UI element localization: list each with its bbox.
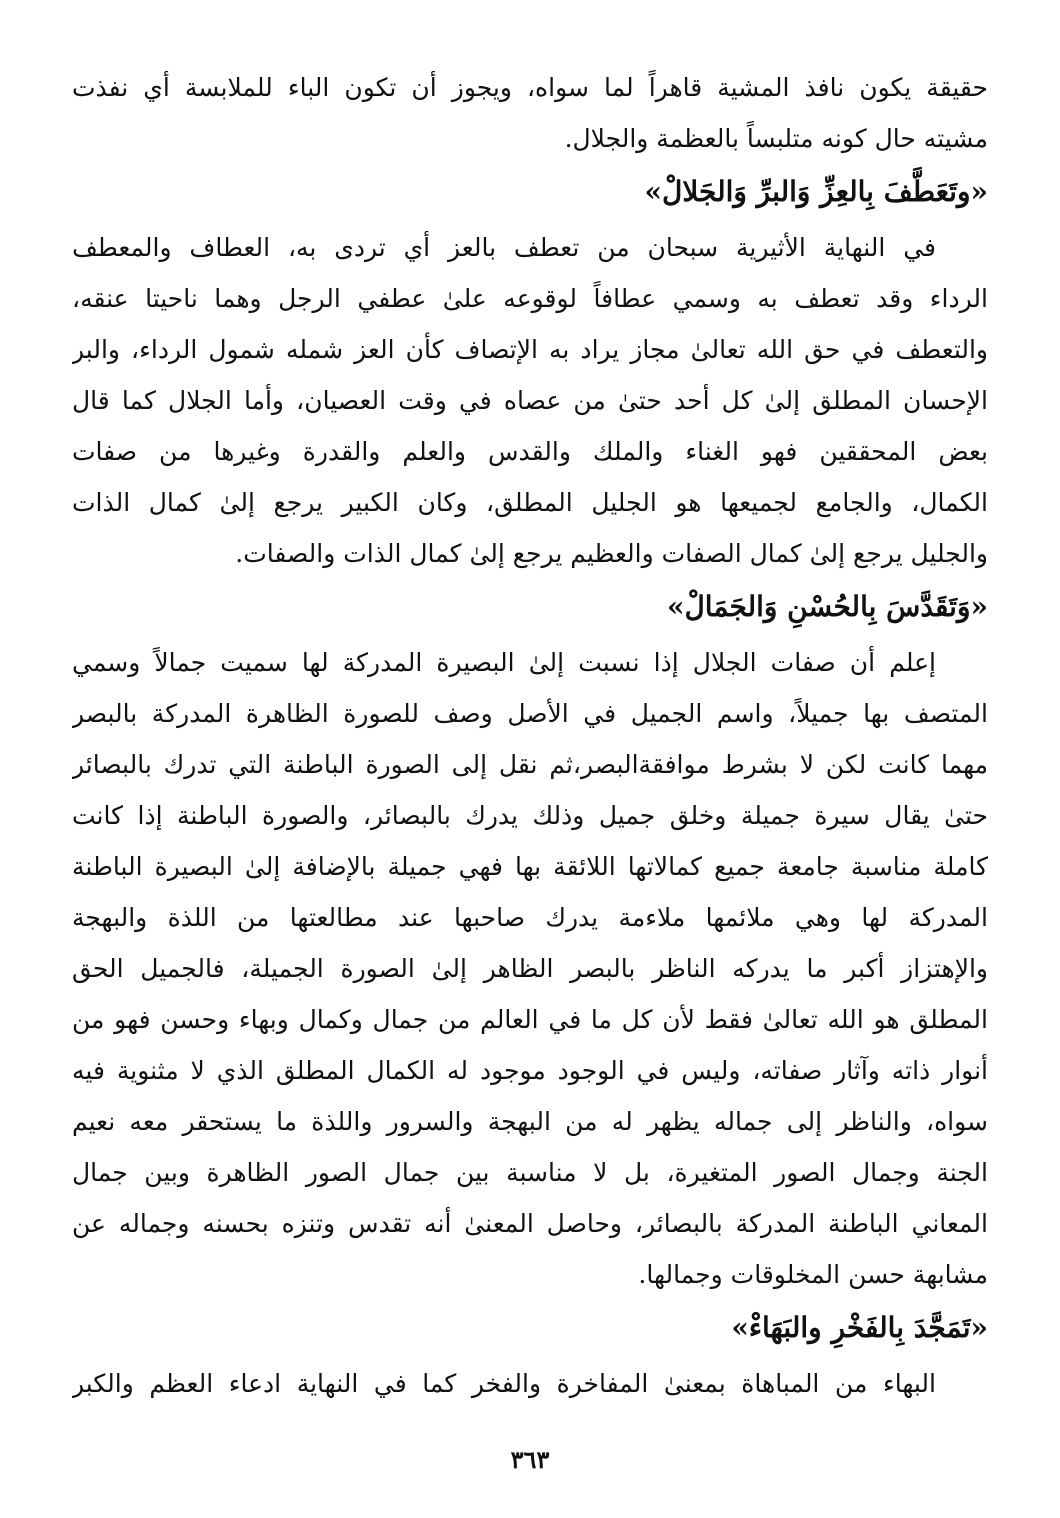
paragraph-3 — [72, 637, 988, 1300]
text-line: الإحسان المطلق إلىٰ كل أحد حتىٰ من عصاه في وقت العصيان، وأما الجلال كما قال — [72, 386, 988, 415]
text-line: الجنة وجمال الصور المتغيرة، بل لا مناسبة بين جمال الصور الظاهرة وبين جمال — [72, 1158, 988, 1187]
text-line: أنوار ذاته وآثار صفاته، وليس في الوجود موجود له الكمال المطلق الذي لا مثنوية فيه — [72, 1056, 988, 1085]
text-line: الرداء وقد تعطف به وسمي عطافاً لوقوعه علىٰ عطفي الرجل وهما ناحيتا عنقه، — [72, 284, 988, 313]
text-line: المعاني الباطنة المدركة بالبصائر، وحاصل المعنىٰ أنه تقدس وتنزه بحسنه وجماله عن — [72, 1209, 988, 1238]
text-line: كاملة مناسبة جامعة جميع كمالاتها اللائقة بها فهي جميلة بالإضافة إلىٰ البصيرة الباطنة — [72, 852, 988, 881]
text-line: حتىٰ يقال سيرة جميلة وخلق جميل وذلك يدرك بالبصائر، والصورة الباطنة إذا كانت — [72, 801, 988, 830]
paragraph-4 — [72, 1358, 988, 1409]
text-line: المتصف بها جميلاً، واسم الجميل في الأصل وصف للصورة الظاهرة المدركة بالبصر — [72, 699, 988, 728]
text-line: المطلق هو الله تعالىٰ فقط لأن كل ما في العالم من جمال وكمال وبهاء وحسن فهو من — [72, 1005, 988, 1034]
text-line: إعلم أن صفات الجلال إذا نسبت إلىٰ البصيرة المدركة لها سميت جمالاً وسمي — [72, 648, 936, 677]
text-line: المدركة لها وهي ملائمها ملاءمة يدرك صاحبها عند مطالعتها من اللذة والبهجة — [72, 903, 988, 932]
text-line: والتعطف في حق الله تعالىٰ مجاز يراد به الإتصاف كأن العز شمله شمول الرداء، والبر — [72, 335, 988, 364]
text-line: مشابهة حسن المخلوقات وجمالها. — [638, 1260, 988, 1289]
text-line: حقيقة يكون نافذ المشية قاهراً لما سواه، ويجوز أن تكون الباء للملابسة أي نفذت — [72, 73, 988, 102]
text-line: مهما كانت لكن لا بشرط موافقةالبصر،ثم نقل إلى الصورة الباطنة التي تدرك بالبصائر — [72, 750, 988, 779]
text-line: سواه، والناظر إلى جماله يظهر له من البهجة والسرور واللذة ما يستحقر معه نعيم — [72, 1107, 988, 1136]
paragraph-1 — [72, 62, 988, 164]
page-body — [72, 62, 988, 1409]
text-line: والجليل يرجع إلىٰ كمال الصفات والعظيم يرجع إلىٰ كمال الذات والصفات. — [235, 539, 988, 568]
section-heading-2: «وَتَقَدَّسَ بِالحُسْنِ وَالجَمَالْ» — [666, 590, 988, 623]
section-heading-1: «وتَعَطَّفَ بِالعِزِّ وَالبرِّ وَالجَلالْ» — [644, 175, 988, 208]
paragraph-2 — [72, 222, 988, 579]
text-line: في النهاية الأثيرية سبحان من تعطف بالعز أي تردى به، العطاف والمعطف — [72, 233, 936, 262]
page-number: ٣٦٣ — [510, 1445, 550, 1474]
text-line: بعض المحققين فهو الغناء والملك والقدس والعلم والقدرة وغيرها من صفات — [72, 437, 988, 466]
text-line: والإهتزاز أكبر ما يدركه الناظر بالبصر الظاهر إلىٰ الصورة الجميلة، فالجميل الحق — [72, 954, 988, 983]
text-line: البهاء من المباهاة بمعنىٰ المفاخرة والفخر كما في النهاية ادعاء العظم والكبر — [72, 1369, 936, 1398]
text-line: الكمال، والجامع لجميعها هو الجليل المطلق، وكان الكبير يرجع إلىٰ كمال الذات — [72, 488, 988, 517]
text-line: مشيته حال كونه متلبساً بالعظمة والجلال. — [564, 124, 988, 153]
section-heading-3: «تَمَجَّدَ بِالفَخْرِ والبَهَاءْ» — [731, 1311, 988, 1344]
